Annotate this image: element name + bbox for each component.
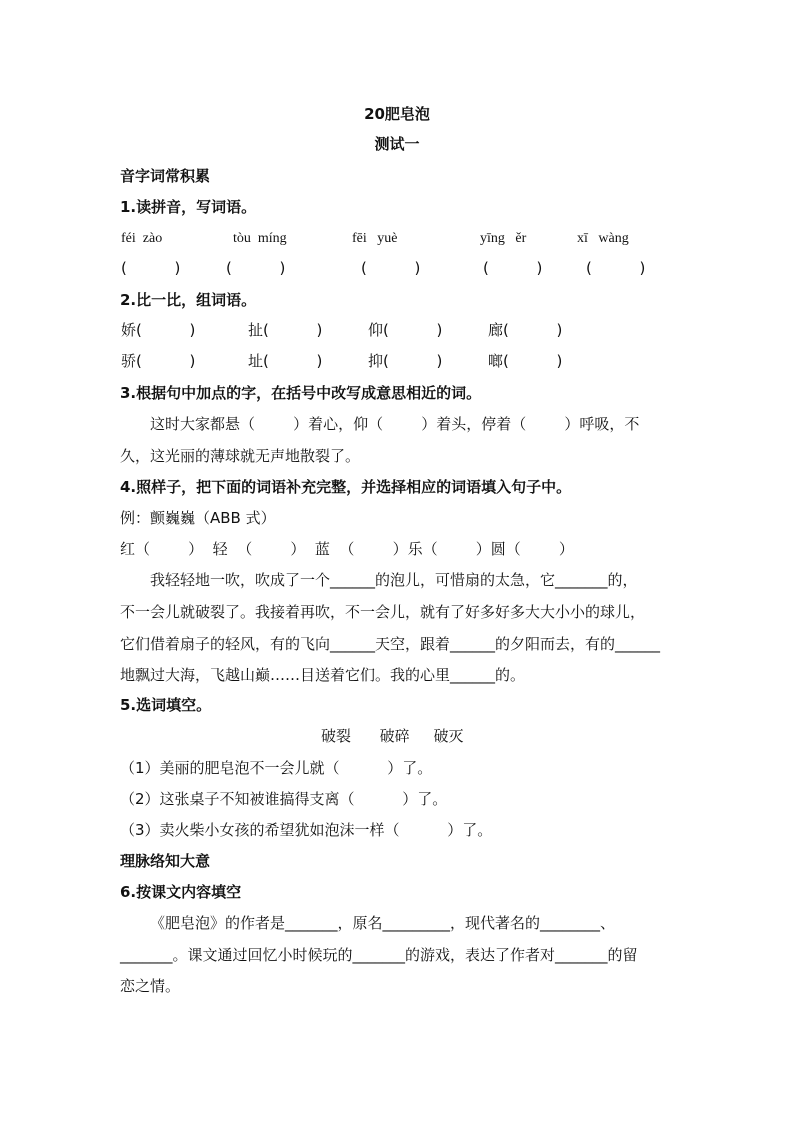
question-6-passage[interactable]: 《肥皂泡》的作者是_______，原名_________，现代著名的________、 bbox=[150, 914, 616, 932]
question-1-title: 1.读拼音，写词语。 bbox=[120, 198, 257, 216]
question-4-example: 例：颤巍巍（ABB 式） bbox=[120, 509, 276, 527]
word-group-item[interactable]: 娇( ) bbox=[121, 321, 196, 339]
pinyin-item: tòu míng bbox=[233, 231, 287, 246]
word-group-item[interactable]: 扯( ) bbox=[248, 321, 323, 339]
question-6-passage: 恋之情。 bbox=[120, 977, 181, 995]
question-4-title: 4.照样子，把下面的词语补充完整，并选择相应的词语填入句子中。 bbox=[120, 478, 572, 496]
answer-blank[interactable]: ( ) bbox=[121, 259, 181, 277]
question-6-passage[interactable]: _______。课文通过回忆小时候玩的_______的游戏，表达了作者对_______的留 bbox=[120, 946, 638, 964]
pinyin-item: yīng ěr bbox=[480, 231, 527, 246]
section-heading-2: 理脉络知大意 bbox=[120, 852, 211, 870]
page-subtitle: 测试一 bbox=[374, 135, 420, 153]
page-title: 20肥皂泡 bbox=[364, 105, 430, 123]
question-4-words[interactable]: 红（ ） 轻 （ ） 蓝 （ ）乐（ ）圆（ ） bbox=[120, 540, 574, 558]
word-group-item[interactable]: 抑( ) bbox=[368, 352, 443, 370]
question-5-choices: 破裂 破碎 破灭 bbox=[321, 727, 464, 745]
question-3-sentence[interactable]: 这时大家都悬（ ）着心，仰（ ）着头，停着（ ）呼吸，不 bbox=[150, 415, 640, 433]
question-4-passage: 不一会儿就破裂了。我接着再吹，不一会儿，就有了好多好多大大小小的球儿， bbox=[120, 603, 646, 621]
answer-blank[interactable]: ( ) bbox=[586, 259, 646, 277]
pinyin-item: xī wàng bbox=[577, 231, 629, 246]
pinyin-item: fēi yuè bbox=[352, 231, 398, 246]
word-group-item[interactable]: 址( ) bbox=[248, 352, 323, 370]
word-group-item[interactable]: 骄( ) bbox=[121, 352, 196, 370]
question-6-title: 6.按课文内容填空 bbox=[120, 883, 242, 901]
word-group-item[interactable]: 啷( ) bbox=[488, 352, 563, 370]
answer-blank[interactable]: ( ) bbox=[226, 259, 286, 277]
answer-blank[interactable]: ( ) bbox=[361, 259, 421, 277]
word-group-item[interactable]: 廊( ) bbox=[488, 321, 563, 339]
question-5-item[interactable]: （2）这张桌子不知被谁搞得支离（ ）了。 bbox=[120, 790, 448, 808]
question-5-title: 5.选词填空。 bbox=[120, 696, 212, 714]
section-heading-1: 音字词常积累 bbox=[120, 167, 211, 185]
word-group-item[interactable]: 仰( ) bbox=[368, 321, 443, 339]
question-5-item[interactable]: （3）卖火柴小女孩的希望犹如泡沫一样（ ）了。 bbox=[120, 821, 493, 839]
answer-blank[interactable]: ( ) bbox=[483, 259, 543, 277]
question-5-item[interactable]: （1）美丽的肥皂泡不一会儿就（ ）了。 bbox=[120, 759, 433, 777]
question-3-sentence: 久，这光丽的薄球就无声地散裂了。 bbox=[120, 447, 361, 465]
question-4-passage[interactable]: 地飘过大海，飞越山巅……目送着它们。我的心里______的。 bbox=[120, 666, 526, 684]
question-2-title: 2.比一比，组词语。 bbox=[120, 291, 257, 309]
question-4-passage[interactable]: 它们借着扇子的轻风，有的飞向______天空，跟着______的夕阳而去，有的______ bbox=[120, 635, 661, 653]
question-4-passage[interactable]: 我轻轻地一吹，吹成了一个______的泡儿，可惜扇的太急，它_______的， bbox=[150, 571, 638, 589]
question-3-title: 3.根据句中加点的字，在括号中改写成意思相近的词。 bbox=[120, 384, 482, 402]
pinyin-item: féi zào bbox=[121, 231, 163, 246]
